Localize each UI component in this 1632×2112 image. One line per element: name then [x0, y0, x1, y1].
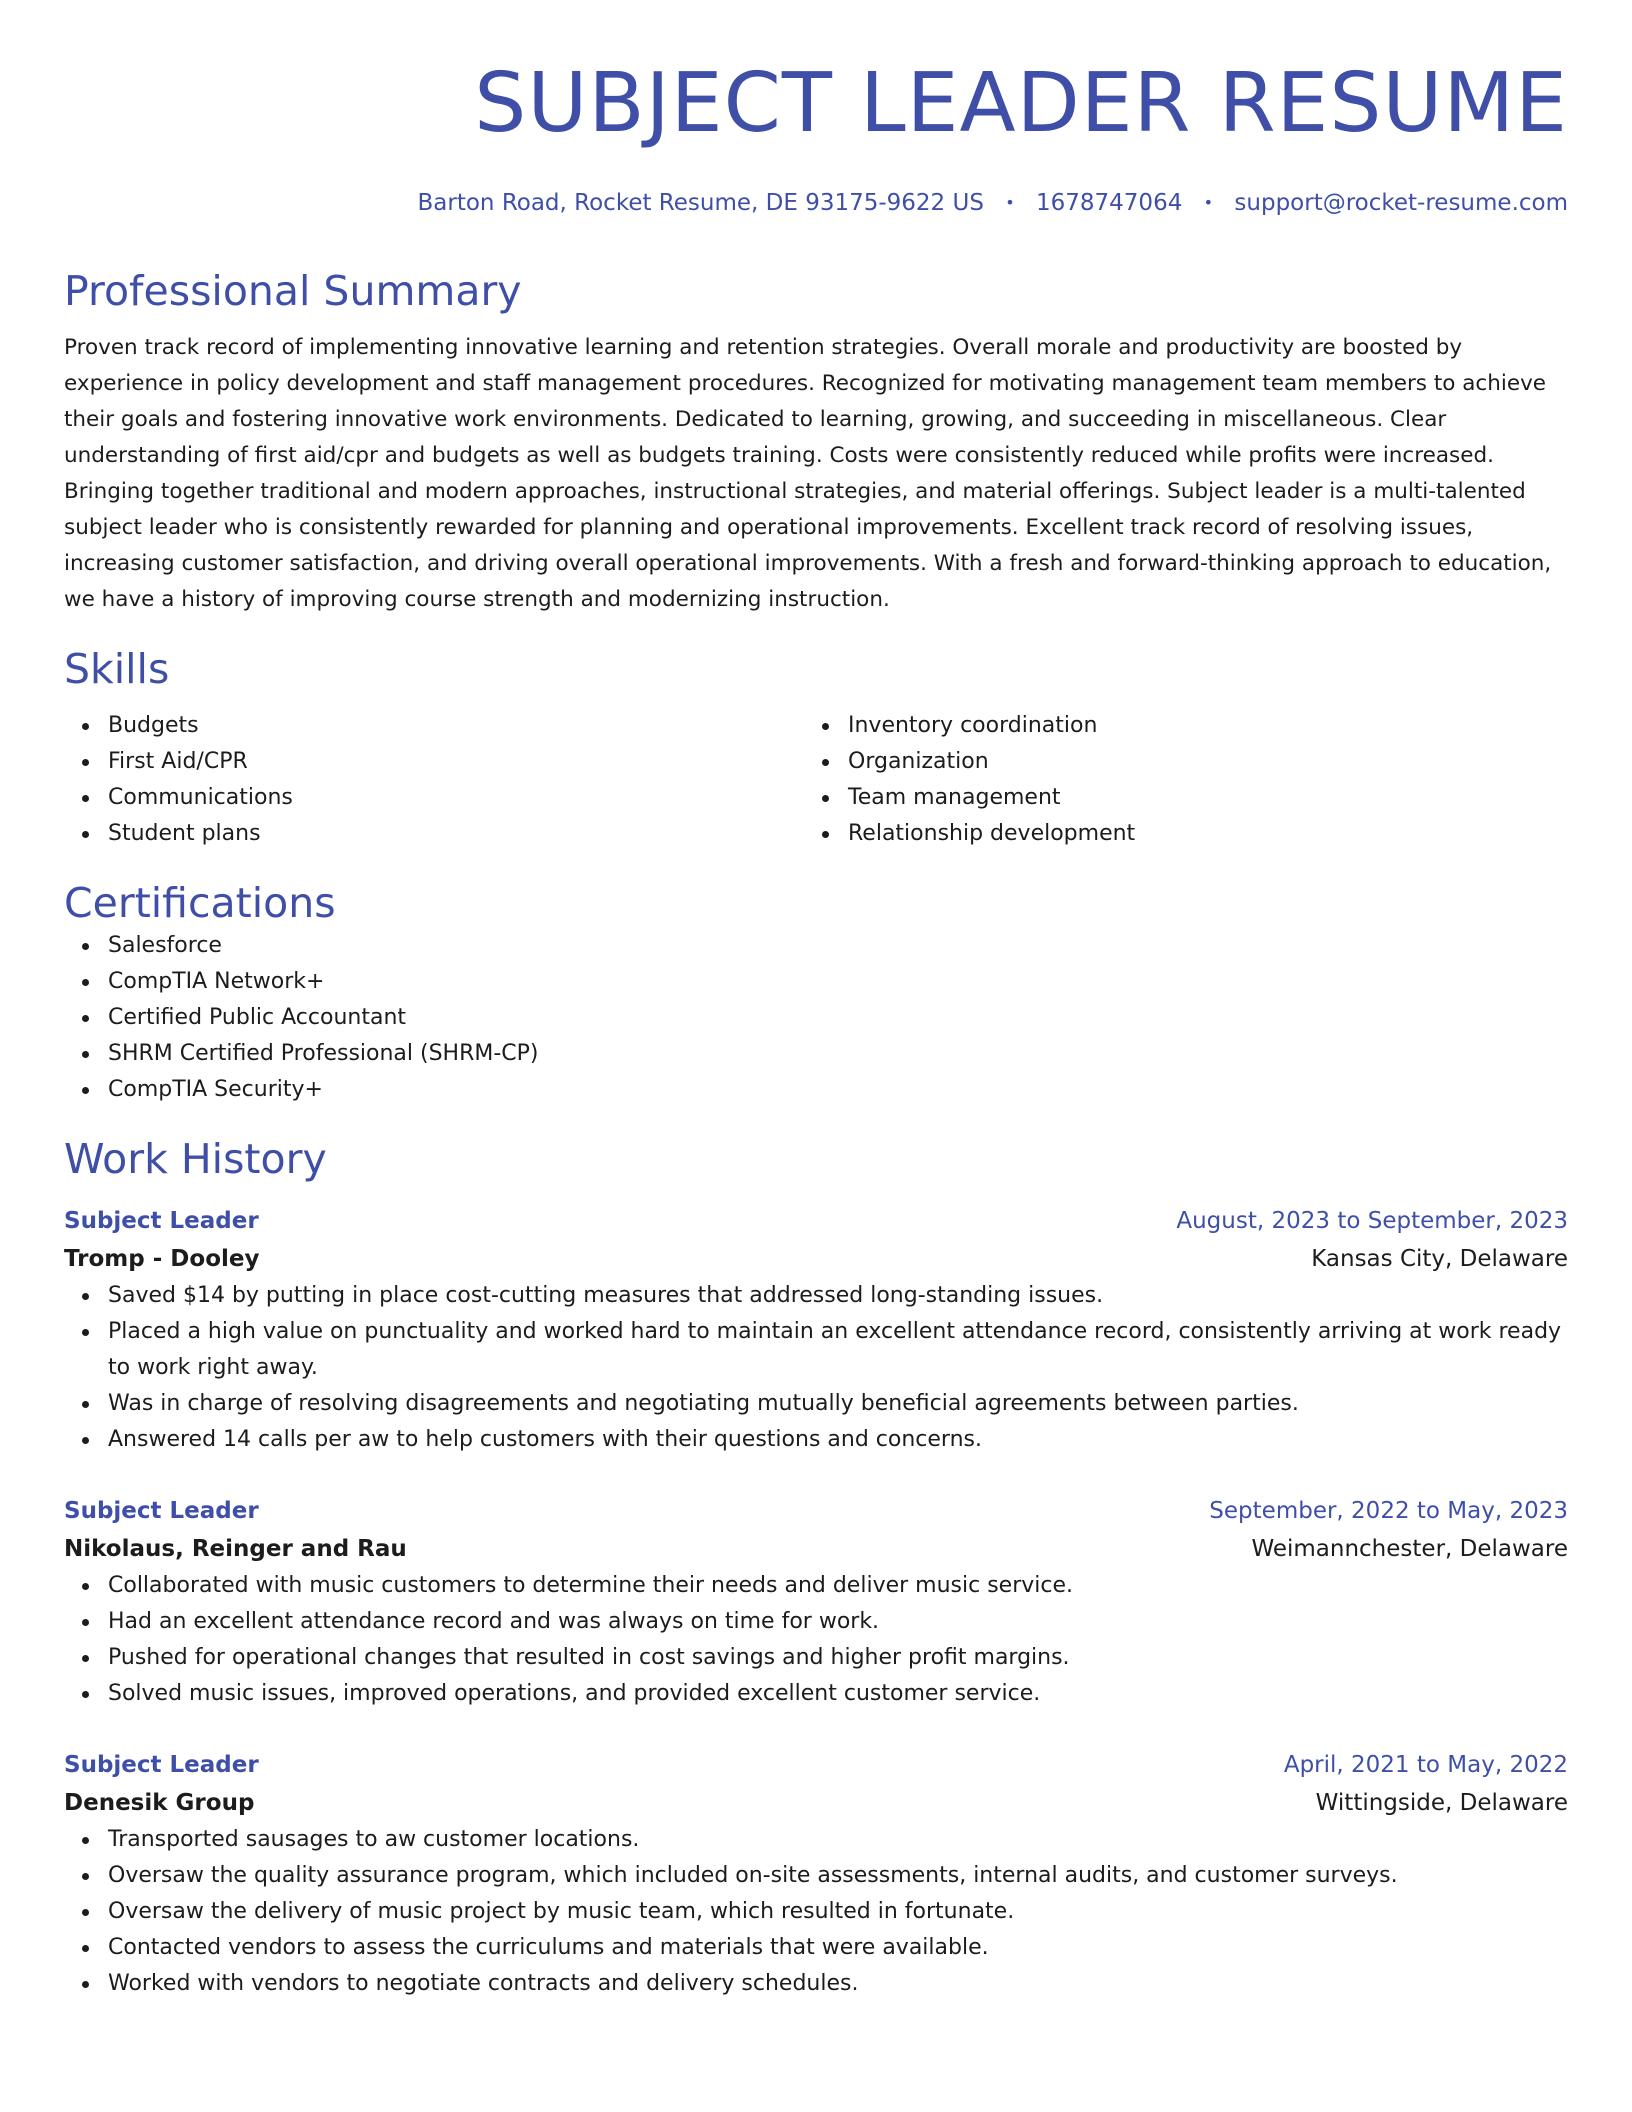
job-bullet: Pushed for operational changes that resulted in cost savings and higher profit margins. — [64, 1640, 1568, 1676]
job-company-row — [64, 1784, 1568, 1822]
summary-text: Proven track record of implementing innovative learning and retention strategies. Overall morale and productivity are boosted by experience in policy development and staff management procedures. Recognized for motivating management team members to achieve their goals and fostering innovative work environments. Dedicated to learning, growing, and succeeding in miscellaneous. Clear understanding of first aid/cpr and budgets as well as budgets training. Costs were consistently reduced while profits were increased. Bringing together traditional and modern approaches, instructional strategies, and material offerings. Subject leader is a multi-talented subject leader who is consistently rewarded for planning and operational improvements. Excellent track record of resolving issues, increasing customer satisfaction, and driving overall operational improvements. With a fresh and forward-thinking approach to education, we have a history of improving course strength and modernizing instruction. — [64, 335, 1552, 612]
certifications-heading: Certifications — [64, 879, 336, 927]
resume-header — [64, 56, 1568, 218]
job-bullet: Had an excellent attendance record and was always on time for work. — [64, 1604, 1568, 1640]
job-company-row — [64, 1530, 1568, 1568]
job-entry — [64, 1202, 1568, 1458]
certification-item: SHRM Certified Professional (SHRM-CP) — [64, 1036, 1568, 1072]
job-dates: September, 2022 to May, 2023 — [1209, 1498, 1568, 1524]
job-bullet: Was in charge of resolving disagreements and negotiating mutually beneficial agreements between parties. — [64, 1386, 1568, 1422]
job-bullet: Oversaw the delivery of music project by music team, which resulted in fortunate. — [64, 1894, 1568, 1930]
contact-separator: • — [1005, 193, 1015, 212]
job-bullet: Answered 14 calls per aw to help customers with their questions and concerns. — [64, 1422, 1568, 1458]
job-title: Subject Leader — [64, 1208, 259, 1234]
job-location: Weimannchester, Delaware — [1251, 1536, 1568, 1562]
certification-item: CompTIA Security+ — [64, 1072, 1568, 1108]
job-bullet: Collaborated with music customers to determine their needs and deliver music service. — [64, 1568, 1568, 1604]
certification-item: CompTIA Network+ — [64, 964, 1568, 1000]
job-company: Tromp - Dooley — [64, 1246, 260, 1272]
job-header-row — [64, 1492, 1568, 1530]
skill-item: Communications — [64, 780, 804, 816]
job-location: Kansas City, Delaware — [1311, 1246, 1568, 1272]
certifications-list — [64, 928, 1568, 1108]
certification-item: Certified Public Accountant — [64, 1000, 1568, 1036]
skill-item: Budgets — [64, 708, 804, 744]
skill-item: Relationship development — [804, 816, 1564, 852]
job-bullet: Transported sausages to aw customer locations. — [64, 1822, 1568, 1858]
skill-item: Student plans — [64, 816, 804, 852]
skill-item: Organization — [804, 744, 1564, 780]
skills-column-right — [804, 708, 1564, 852]
skill-item: Inventory coordination — [804, 708, 1564, 744]
job-entry — [64, 1746, 1568, 2002]
job-bullet: Worked with vendors to negotiate contracts and delivery schedules. — [64, 1966, 1568, 2002]
skill-item: Team management — [804, 780, 1564, 816]
skills-grid — [64, 708, 1568, 852]
job-dates: April, 2021 to May, 2022 — [1283, 1752, 1568, 1778]
job-bullet: Oversaw the quality assurance program, which included on-site assessments, internal audits, and customer surveys. — [64, 1858, 1568, 1894]
skill-item: First Aid/CPR — [64, 744, 804, 780]
contact-email: support@rocket-resume.com — [1234, 190, 1568, 216]
summary-heading: Professional Summary — [64, 267, 522, 315]
contact-separator: • — [1203, 193, 1214, 212]
contact-address: Barton Road, Rocket Resume, DE 93175-9622 US — [417, 190, 984, 216]
job-title: Subject Leader — [64, 1752, 259, 1778]
job-company-row — [64, 1240, 1568, 1278]
job-header-row — [64, 1202, 1568, 1240]
job-bullets — [64, 1278, 1568, 1458]
contact-phone: 1678747064 — [1036, 190, 1183, 216]
job-bullet: Solved music issues, improved operations, and provided excellent customer service. — [64, 1676, 1568, 1712]
job-bullet: Saved $14 by putting in place cost-cutting measures that addressed long-standing issues. — [64, 1278, 1568, 1314]
job-bullet: Contacted vendors to assess the curriculums and materials that were available. — [64, 1930, 1568, 1966]
job-company: Nikolaus, Reinger and Rau — [64, 1536, 407, 1562]
job-entry — [64, 1492, 1568, 1712]
job-bullets — [64, 1822, 1568, 2002]
skills-heading: Skills — [64, 645, 170, 693]
job-bullet: Placed a high value on punctuality and worked hard to maintain an excellent attendance record, consistently arriving at work ready to work right away. — [64, 1314, 1568, 1386]
job-company: Denesik Group — [64, 1790, 255, 1816]
job-location: Wittingside, Delaware — [1315, 1790, 1568, 1816]
certification-item: Salesforce — [64, 928, 1568, 964]
resume-name: SUBJECT LEADER RESUME — [474, 56, 1568, 151]
job-title: Subject Leader — [64, 1498, 259, 1524]
job-header-row — [64, 1746, 1568, 1784]
job-dates: August, 2023 to September, 2023 — [1176, 1208, 1568, 1234]
skills-column-left — [64, 708, 804, 852]
contact-line — [64, 188, 1568, 218]
work-history-heading: Work History — [64, 1135, 327, 1183]
job-bullets — [64, 1568, 1568, 1712]
